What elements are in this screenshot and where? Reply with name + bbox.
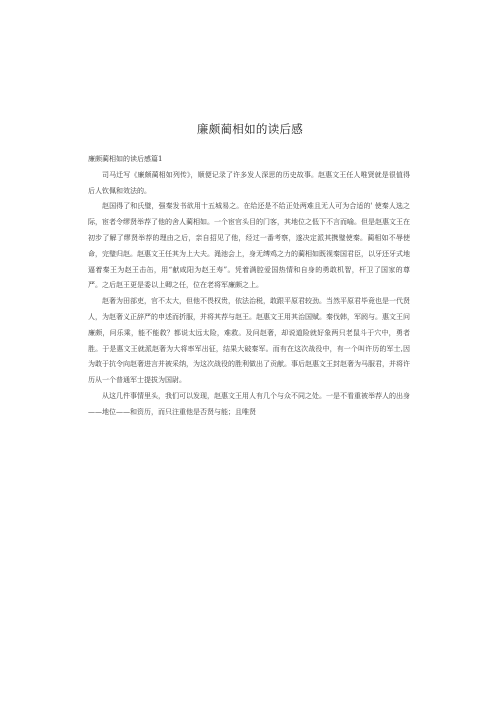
paragraph: 赵奢为田部吏，官不太大，但他不畏权贵，依法治税，敢跟平原君较劲。当然平原君毕竟也是一代贤人，为赵奢义正辞严的申述而折服，并将其荐与赵王。赵惠文王用其治国赋。秦伐韩，军阏与。惠文王问廉颇，问乐乘，能不能救？都说太远太险，难救。及问赵奢，却说道险就好象两只老鼠斗于穴中，勇者胜。于是惠文王就派赵奢为大将率军出征，结果大破秦军。而有在这次战役中，有一个叫许历的军士,因为敢于抗令向赵奢进言并被采纳，为这次战役的胜利做出了贡献。事后赵惠文王封赵奢为马服君，并将许历从一个普通军士提拔为国尉。	[88, 297, 410, 385]
paragraph: 从这几件事情里头，我们可以发现，赵惠文王用人有几个与众不同之处。一是不看重被举荐人的出身——地位——和资历，而只注重他是否贤与能；且唯贤	[88, 391, 410, 416]
document-body	[88, 152, 410, 421]
paragraph: 赵国得了和氏璧，强秦发书欲用十五城易之。在给还是不给正处两难且无人可为合适的' 使秦人选之际，宦者令缪贤举荐了他的舍人蔺相如。一个宦官头目的门客，其地位之低下不言而喻。但是赵惠文王在初步了解了缪贤举荐的理由之后，亲自招见了他，经过一番考察，遂决定派其携璧使秦。蔺相如不辱使命，完璧归赵。赵惠文王任其为上大夫。渑池会上，身无缚鸡之力的蔺相如既视秦国君臣，以牙还牙式地逼着秦王为赵王击缶，用“献咸阳为赵王寿”。凭着满腔爱国热情和自身的勇敢机智，杆卫了国家的尊严。之后赵王更是委以上卿之任，位在老将军廉颇之上。	[88, 202, 410, 290]
page-title: 廉颇蔺相如的读后感	[196, 122, 304, 136]
section-subheading: 廉颇蔺相如的读后感篇1	[88, 155, 163, 163]
paragraph: 司马迁写《廉颇蔺相如列传》，顺便记录了许多发人深思的历史故事。赵惠文王任人唯贤就是很值得后人钦佩和效法的。	[88, 170, 410, 195]
